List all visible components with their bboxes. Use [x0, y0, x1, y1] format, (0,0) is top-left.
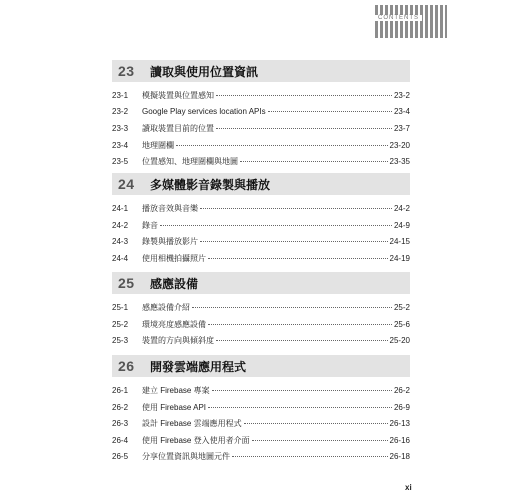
- entry-number: 25-2: [112, 319, 129, 329]
- toc-entry[interactable]: [112, 418, 410, 435]
- dot-leader: [208, 258, 388, 259]
- dot-leader: [192, 307, 392, 308]
- entry-list: [112, 302, 410, 352]
- toc-entry[interactable]: [112, 123, 410, 140]
- entry-number: 24-1: [112, 204, 129, 213]
- chapter-24: [112, 173, 410, 269]
- entry-title: 錄製與播放影片: [142, 237, 198, 246]
- dot-leader: [200, 241, 388, 242]
- entry-title: 錄音: [142, 220, 158, 230]
- entry-title: 環境亮度感應設備: [142, 319, 206, 329]
- chapter-header: [112, 60, 410, 82]
- entry-page: 23-20: [389, 140, 410, 150]
- toc-entry[interactable]: [112, 203, 410, 220]
- toc-entry[interactable]: [112, 90, 410, 107]
- dot-leader: [212, 390, 392, 391]
- entry-number: 23-4: [112, 140, 129, 150]
- toc-entry[interactable]: [112, 335, 410, 352]
- toc-entry[interactable]: [112, 319, 410, 336]
- dot-leader: [268, 111, 392, 112]
- toc-entry[interactable]: [112, 107, 410, 124]
- chapter-title: 感應設備: [150, 276, 199, 291]
- entry-page: 23-4: [393, 106, 410, 116]
- dot-leader: [208, 407, 392, 408]
- toc-entry[interactable]: [112, 402, 410, 419]
- entry-title: 建立 Firebase 專案: [142, 386, 210, 395]
- entry-page: 26-16: [389, 435, 410, 445]
- entry-page: 24-2: [393, 204, 410, 213]
- entry-title: 地理圍欄: [142, 140, 174, 150]
- entry-title: 播放音效與音樂: [142, 204, 198, 213]
- header-decoration: [375, 5, 447, 38]
- toc-entry[interactable]: [112, 236, 410, 253]
- entry-title: Google Play services location APIs: [142, 106, 266, 116]
- chapter-number: 24: [118, 176, 135, 192]
- entry-page: 23-2: [393, 91, 410, 100]
- entry-list: [112, 203, 410, 269]
- toc-entry[interactable]: [112, 302, 410, 319]
- entry-page: 23-7: [393, 124, 410, 133]
- entry-number: 25-1: [112, 303, 129, 312]
- dot-leader: [240, 161, 388, 162]
- entry-title: 感應設備介紹: [142, 303, 190, 312]
- entry-list: [112, 385, 410, 468]
- dot-leader: [216, 128, 392, 129]
- dot-leader: [176, 145, 388, 146]
- entry-number: 26-4: [112, 435, 129, 445]
- dot-leader: [252, 440, 388, 441]
- entry-number: 24-4: [112, 253, 129, 263]
- entry-number: 26-1: [112, 386, 129, 395]
- entry-title: 裝置的方向與傾斜度: [142, 336, 214, 345]
- entry-page: 24-9: [393, 220, 410, 230]
- toc-entry[interactable]: [112, 220, 410, 237]
- entry-number: 25-3: [112, 336, 129, 345]
- dot-leader: [244, 423, 388, 424]
- chapter-23: [112, 60, 410, 173]
- chapter-number: 25: [118, 275, 135, 291]
- entry-title: 分享位置資訊與地圖元件: [142, 452, 230, 461]
- entry-page: 26-9: [393, 402, 410, 412]
- dot-leader: [216, 95, 392, 96]
- toc-entry[interactable]: [112, 435, 410, 452]
- entry-page: 23-35: [389, 157, 410, 166]
- dot-leader: [232, 456, 388, 457]
- entry-title: 使用相機拍攝照片: [142, 253, 206, 263]
- chapter-number: 23: [118, 63, 135, 79]
- entry-number: 23-3: [112, 124, 129, 133]
- chapter-25: [112, 272, 410, 352]
- dot-leader: [160, 225, 392, 226]
- toc-entry[interactable]: [112, 451, 410, 468]
- chapter-title: 讀取與使用位置資訊: [150, 64, 259, 79]
- dot-leader: [200, 208, 392, 209]
- entry-number: 24-3: [112, 237, 129, 246]
- chapter-title: 多媒體影音錄製與播放: [150, 177, 271, 192]
- entry-page: 24-19: [389, 253, 410, 263]
- entry-title: 模擬裝置與位置感知: [142, 91, 214, 100]
- entry-page: 25-2: [393, 303, 410, 312]
- entry-page: 24-15: [389, 237, 410, 246]
- chapter-header: [112, 272, 410, 294]
- chapter-number: 26: [118, 358, 135, 374]
- entry-number: 26-2: [112, 402, 129, 412]
- entry-number: 26-5: [112, 452, 129, 461]
- chapter-header: [112, 355, 410, 377]
- entry-page: 25-6: [393, 319, 410, 329]
- entry-number: 24-2: [112, 220, 129, 230]
- contents-label: CONTENTS: [375, 15, 422, 21]
- entry-number: 23-2: [112, 106, 129, 116]
- page-number: xi: [405, 483, 412, 492]
- entry-title: 設計 Firebase 雲端應用程式: [142, 419, 242, 428]
- entry-page: 26-18: [389, 452, 410, 461]
- entry-page: 26-2: [393, 386, 410, 395]
- chapter-header: [112, 173, 410, 195]
- chapter-title: 開發雲端應用程式: [150, 359, 247, 374]
- toc-entry[interactable]: [112, 385, 410, 402]
- entry-number: 26-3: [112, 419, 129, 428]
- entry-title: 使用 Firebase API: [142, 402, 207, 412]
- entry-title: 使用 Firebase 登入使用者介面: [142, 435, 250, 445]
- entry-number: 23-1: [112, 91, 129, 100]
- chapter-26: [112, 355, 410, 468]
- dot-leader: [208, 324, 392, 325]
- entry-page: 26-13: [389, 419, 410, 428]
- toc-entry[interactable]: [112, 156, 410, 173]
- entry-title: 位置感知、地理圍欄與地圖: [142, 157, 238, 166]
- entry-title: 讀取裝置目前的位置: [142, 124, 214, 133]
- entry-number: 23-5: [112, 157, 129, 166]
- toc-entry[interactable]: [112, 140, 410, 157]
- toc-entry[interactable]: [112, 253, 410, 270]
- dot-leader: [216, 340, 388, 341]
- entry-list: [112, 90, 410, 173]
- entry-page: 25-20: [389, 336, 410, 345]
